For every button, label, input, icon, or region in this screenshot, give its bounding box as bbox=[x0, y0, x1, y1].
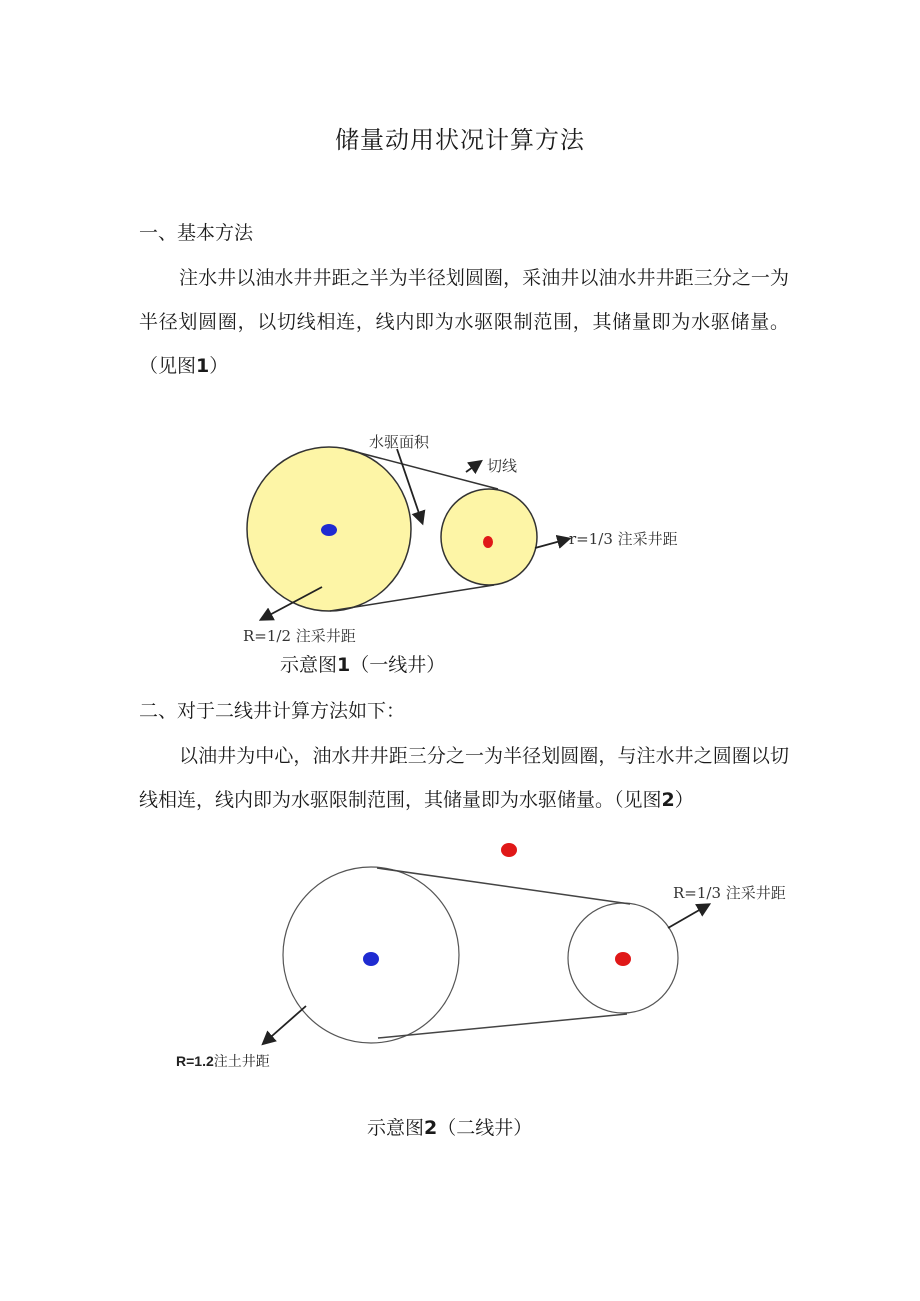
extra-producer-dot bbox=[501, 843, 517, 857]
r-small-arrow-2 bbox=[668, 905, 708, 928]
section1-heading: 一、基本方法 bbox=[139, 222, 254, 244]
tangent-line-top-2 bbox=[377, 868, 630, 904]
r-large-arrow-2 bbox=[264, 1006, 306, 1043]
injector-well-dot-2 bbox=[363, 952, 379, 966]
section2-ref-close: ） bbox=[674, 789, 694, 811]
section1-ref-num: 1 bbox=[196, 355, 210, 377]
label-r-large-2 bbox=[176, 1053, 270, 1070]
label-r-small: r=1/3 注采井距 bbox=[569, 530, 678, 548]
section1-text: 注水井以油水井井距之半为半径划圆圈，采油井以油水井井距三分之一为半径划圆圈，以切线相连，线内即为水驱限制范围，其储量即为水驱储量。（见图 bbox=[139, 267, 789, 377]
section2-heading: 二、对于二线井计算方法如下： bbox=[139, 700, 406, 722]
label-r-small-2: R=1/3 注采井距 bbox=[673, 884, 786, 902]
label-r-large-2-num: R=1.2 bbox=[176, 1053, 214, 1069]
section1-ref-close: ） bbox=[209, 355, 229, 377]
figure1-caption-num: 1 bbox=[337, 654, 351, 676]
figure2-caption-num: 2 bbox=[424, 1117, 438, 1139]
figure2-caption bbox=[367, 1113, 532, 1140]
label-water-area: 水驱面积 bbox=[369, 433, 430, 451]
section2-text: 以油井为中心，油水井井距三分之一为半径划圆圈，与注水井之圆圈以切线相连，线内即为水驱限制范围，其储量即为水驱储量。（见图 bbox=[139, 745, 789, 811]
figure1-caption-suffix: （一线井） bbox=[350, 654, 446, 676]
figure1-caption-prefix: 示意图 bbox=[280, 654, 338, 676]
label-r-large: R=1/2 注采井距 bbox=[243, 627, 356, 645]
label-tangent: 切线 bbox=[487, 457, 518, 475]
label-r-large-2-text: 注土井距 bbox=[213, 1054, 270, 1070]
section2-ref-num: 2 bbox=[661, 789, 675, 811]
page-title: 储量动用状况计算方法 bbox=[335, 126, 585, 154]
figure2-caption-suffix: （二线井） bbox=[437, 1117, 533, 1139]
figure2-caption-prefix: 示意图 bbox=[367, 1117, 425, 1139]
tangent-line-bottom-2 bbox=[378, 1014, 627, 1038]
producer-well-dot-2 bbox=[615, 952, 631, 966]
